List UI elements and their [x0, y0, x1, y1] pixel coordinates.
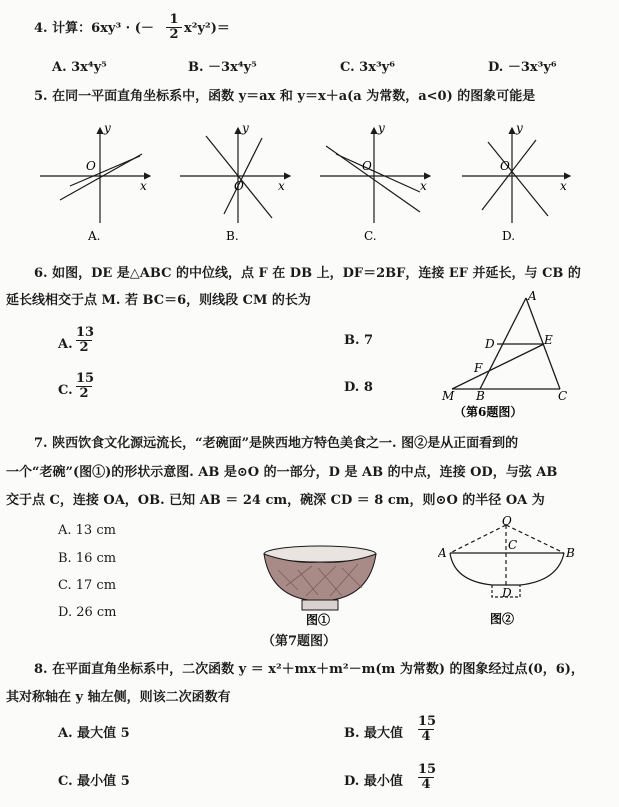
- q6-option-a-frac: [76, 325, 95, 355]
- q5-a-xlabel: x: [140, 179, 147, 193]
- q5-graph-a: [40, 128, 150, 223]
- q7-bowl-photo: [258, 540, 388, 630]
- q4-stem: [34, 21, 154, 37]
- q5-b-label: B.: [226, 229, 239, 243]
- q6-a-den: 2: [79, 340, 89, 355]
- q6-pt-a: A: [528, 290, 537, 303]
- q5-c-origin: O: [362, 159, 372, 173]
- q4-option-a: A. 3x⁴y⁵: [52, 60, 107, 75]
- q6-caption: （第6题图）: [454, 405, 523, 419]
- q5-stem: 5. 在同一平面直角坐标系中，函数 y＝ax 和 y＝x＋a(a 为常数，a<0) 的图象可能是: [34, 89, 536, 104]
- q5-graphs: [0, 118, 619, 258]
- q4-stem-head: 4. 计算：6xy³ · (－: [34, 21, 154, 36]
- q8-d-num: 15: [418, 762, 437, 777]
- q5-b-ylabel: y: [242, 121, 249, 135]
- q8-option-d-frac: [418, 762, 437, 792]
- q6-pt-f: F: [474, 361, 483, 375]
- q5-d-label: D.: [502, 229, 516, 243]
- q6-c-num: 15: [76, 371, 95, 386]
- q8-stem-line2: 其对称轴在 y 轴左侧，则该二次函数有: [6, 690, 231, 705]
- q5-d-ylabel: y: [516, 121, 523, 135]
- q7-pt-d: D: [502, 586, 512, 600]
- q8-d-den: 4: [421, 777, 431, 792]
- q8-option-a: A. 最大值 5: [58, 726, 130, 741]
- q5-b-origin: O: [234, 179, 244, 193]
- q7-stem-line2: 一个“老碗”(图①)的形状示意图. AB 是⊙O 的一部分，D 是 AB 的中点，连接 OD，与弦 AB: [6, 465, 558, 480]
- q6-pt-b: B: [476, 389, 485, 403]
- q6-pt-e: E: [544, 333, 553, 347]
- q7-option-d: D. 26 cm: [58, 605, 117, 620]
- q5-b-xlabel: x: [278, 179, 285, 193]
- q7-pt-b: B: [566, 546, 575, 560]
- q8-option-b-frac: [418, 714, 437, 744]
- q4-stem-tail: x²y²)＝: [184, 21, 230, 36]
- q4-frac-den: 2: [169, 27, 179, 42]
- q8-b-num: 15: [418, 714, 437, 729]
- q5-d-xlabel: x: [560, 179, 567, 193]
- q7-pt-c: C: [508, 538, 518, 552]
- q7-stem-line3: 交于点 C，连接 OA，OB. 已知 AB ＝ 24 cm，碗深 CD ＝ 8 cm，则⊙O 的半径 OA 为: [6, 493, 545, 508]
- q8-option-b-label: B. 最大值: [344, 726, 404, 741]
- q8-option-d-label: D. 最小值: [344, 774, 403, 789]
- q7-caption: （第7题图）: [262, 634, 337, 649]
- q7-pt-o: O: [502, 515, 512, 528]
- q6-pt-c: C: [558, 389, 568, 403]
- q6-option-d: D. 8: [344, 380, 373, 395]
- q6-c-den: 2: [79, 386, 89, 401]
- q6-option-c-frac: [76, 371, 95, 401]
- q4-fraction: [166, 13, 182, 42]
- q6-a-num: 13: [76, 325, 95, 340]
- q7-option-c: C. 17 cm: [58, 578, 117, 593]
- q5-a-origin: O: [86, 159, 96, 173]
- q5-a-label: A.: [88, 229, 101, 243]
- q6-stem-line2: 延长线相交于点 M. 若 BC＝6，则线段 CM 的长为: [6, 293, 311, 308]
- q5-c-label: C.: [364, 229, 377, 243]
- q6-pt-d: D: [485, 337, 495, 351]
- q8-option-c: C. 最小值 5: [58, 774, 130, 789]
- q5-c-xlabel: x: [420, 179, 427, 193]
- q7-option-a: A. 13 cm: [58, 523, 116, 538]
- q7-option-b: B. 16 cm: [58, 551, 117, 566]
- q5-a-ylabel: y: [104, 121, 111, 135]
- q5-graph-d: [462, 128, 570, 223]
- q8-stem-line1: 8. 在平面直角坐标系中，二次函数 y ＝ x²＋mx＋m²－m(m 为常数) 的图象经过点(0，6)，: [34, 662, 584, 677]
- q8-b-den: 4: [421, 729, 431, 744]
- q4-frac-num: 1: [166, 13, 182, 28]
- q4-option-c: C. 3x³y⁶: [340, 60, 395, 75]
- q6-pt-m: M: [442, 389, 455, 403]
- q6-option-c-label: C.: [58, 383, 73, 398]
- q7-pt-a: A: [438, 546, 447, 560]
- q5-graph-b: [180, 128, 290, 223]
- q6-option-b: B. 7: [344, 333, 374, 348]
- q7-bowl-diagram: [438, 515, 588, 630]
- q5-c-ylabel: y: [378, 121, 385, 135]
- q7-fig2-caption: 图②: [490, 612, 515, 626]
- q6-figure: [440, 290, 600, 420]
- q6-stem-line1: 6. 如图，DE 是△ABC 的中位线，点 F 在 DB 上，DF＝2BF，连接 EF 并延长，与 CB 的: [34, 266, 581, 281]
- q7-stem-line1: 7. 陕西饮食文化源远流长，“老碗面”是陕西地方特色美食之一. 图②是从正面看到的: [34, 436, 519, 451]
- q7-fig1-caption: 图①: [306, 613, 331, 627]
- q4-option-d: D. －3x³y⁶: [488, 60, 557, 75]
- q5-graph-c: [320, 128, 430, 223]
- q4-option-b: B. －3x⁴y⁵: [188, 60, 257, 75]
- q5-d-origin: O: [500, 159, 510, 173]
- q6-option-a-label: A.: [58, 337, 73, 352]
